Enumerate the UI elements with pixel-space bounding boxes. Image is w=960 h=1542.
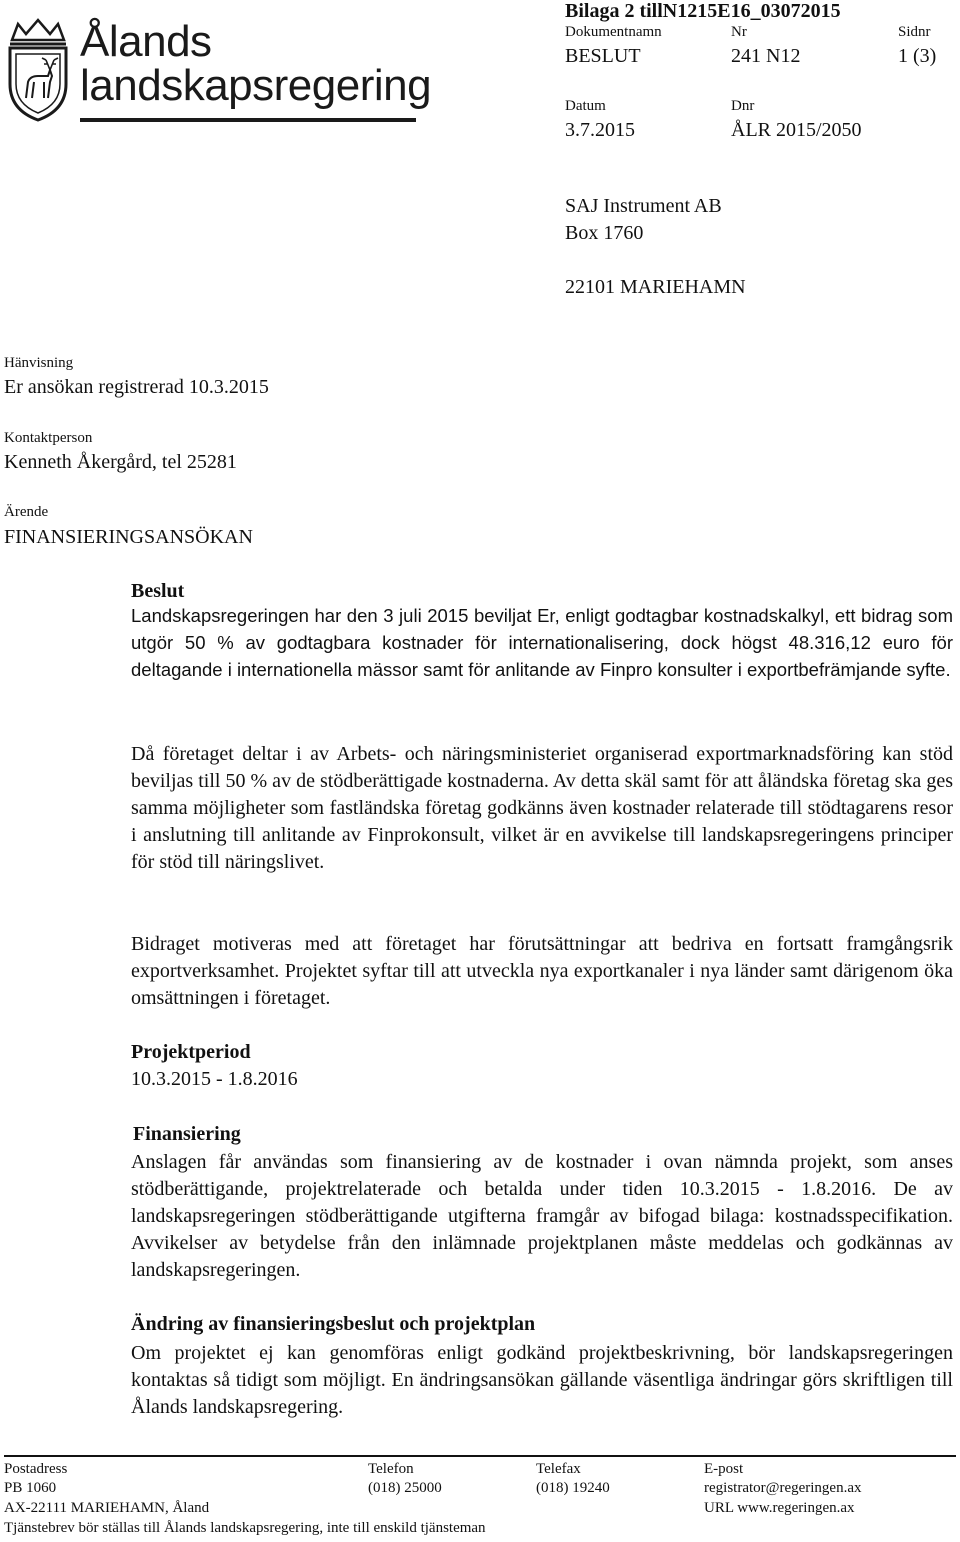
document-name: BESLUT	[565, 45, 641, 67]
section-heading-changes: Ändring av finansieringsbeslut och projektplan	[131, 1313, 536, 1335]
recipient-postal: 22101 MARIEHAMN	[565, 276, 746, 298]
number-label: Nr	[731, 24, 747, 40]
footer-fax: (018) 19240	[536, 1480, 610, 1496]
attachment-reference: Bilaga 2 tillN1215E16_03072015	[565, 0, 841, 22]
document-name-label: Dokumentnamn	[565, 24, 662, 40]
footer-post-line1: PB 1060	[4, 1480, 57, 1496]
dnr: ÅLR 2015/2050	[731, 119, 862, 141]
section-heading-project-period: Projektperiod	[131, 1041, 251, 1063]
date: 3.7.2015	[565, 119, 635, 141]
page-number: 1 (3)	[898, 45, 937, 67]
subject-label: Ärende	[4, 504, 49, 520]
section-heading-beslut: Beslut	[131, 580, 185, 602]
reference-label: Hänvisning	[4, 355, 74, 371]
contact-value: Kenneth Åkergård, tel 25281	[4, 451, 237, 473]
paragraph-changes: Om projektet ej kan genomföras enligt godkänd projektbeskrivning, bör landskapsregeringen kontaktas så tidigt som möjligt. En ändringsansökan gällande väsentliga ändringar görs skriftligen till Ålands landskapsregering.	[131, 1342, 953, 1418]
footer-email: registrator@regeringen.ax	[704, 1480, 862, 1496]
recipient-box: Box 1760	[565, 222, 644, 244]
footer-url: URL www.regeringen.ax	[704, 1500, 855, 1516]
logo-text-line2: landskapsregering	[80, 61, 432, 110]
footer-post-label: Postadress	[4, 1461, 68, 1477]
paragraph-beslut: Landskapsregeringen har den 3 juli 2015 beviljat Er, enligt godtagbar kostnadskalkyl, ett bidrag som utgör 50 % av godtagbara kostnader för internationalisering, dock högst 48.316,12 euro för deltagande i internationella mässor samt för anlitande av Finpro konsulter i exportbefrämjande syfte.	[131, 605, 953, 680]
paragraph-financing: Anslagen får användas som finansiering av de kostnader i ovan nämnda projekt, som anses stödberättigande, projektrelaterade och betalda under tiden 10.3.2015 - 1.8.2016. De av landskapsregeringen stödberättigande utgifterna framgår av bifogad bilaga: kostnadsspecifikation. Avvikelser av betydelse från den inlämnade projektplanen måste meddelas och godkännas av landskapsregeringen.	[131, 1151, 953, 1281]
project-period-value: 10.3.2015 - 1.8.2016	[131, 1068, 298, 1090]
footer-divider	[4, 1455, 956, 1457]
footer-email-label: E-post	[704, 1461, 744, 1477]
footer-note: Tjänstebrev bör ställas till Ålands landskapsregering, inte till enskild tjänsteman	[4, 1520, 486, 1536]
logo	[4, 14, 432, 126]
reference-value: Er ansökan registrerad 10.3.2015	[4, 376, 269, 398]
dnr-label: Dnr	[731, 98, 755, 114]
footer-fax-label: Telefax	[536, 1461, 581, 1477]
coat-of-arms-icon	[4, 18, 72, 122]
logo-underline	[80, 118, 416, 122]
date-label: Datum	[565, 98, 606, 114]
section-heading-financing: Finansiering	[133, 1123, 241, 1145]
recipient-name: SAJ Instrument AB	[565, 195, 722, 217]
footer-phone: (018) 25000	[368, 1480, 442, 1496]
contact-label: Kontaktperson	[4, 430, 93, 446]
subject-value: FINANSIERINGSANSÖKAN	[4, 526, 253, 548]
logo-text-line1: Ålands	[80, 17, 212, 66]
document-number: 241 N12	[731, 45, 801, 67]
paragraph-export-marketing: Då företaget deltar i av Arbets- och näringsministeriet organiserad exportmarknadsföring kan stöd beviljas till 50 % av de stödberättigade kostnaderna. Av detta skäl samt för att åländska företag ska ges samma möjligheter som fastländska företag godkänns även kostnader relaterade till stödtagarens resor i anslutning till anlitande av Finprokonsult, vilket är en avvikelse till landskapsregeringens principer för stöd till näringslivet.	[131, 743, 953, 873]
page-number-label: Sidnr	[898, 24, 931, 40]
footer-post-line2: AX-22111 MARIEHAMN, Åland	[4, 1500, 210, 1516]
footer-phone-label: Telefon	[368, 1461, 414, 1477]
paragraph-motivation: Bidraget motiveras med att företaget har förutsättningar att bedriva en fortsatt framgångsrik exportverksamhet. Projektet syftar till att utveckla nya exportkanaler i nya länder samt därigenom öka omsättningen i företaget.	[131, 933, 953, 1009]
